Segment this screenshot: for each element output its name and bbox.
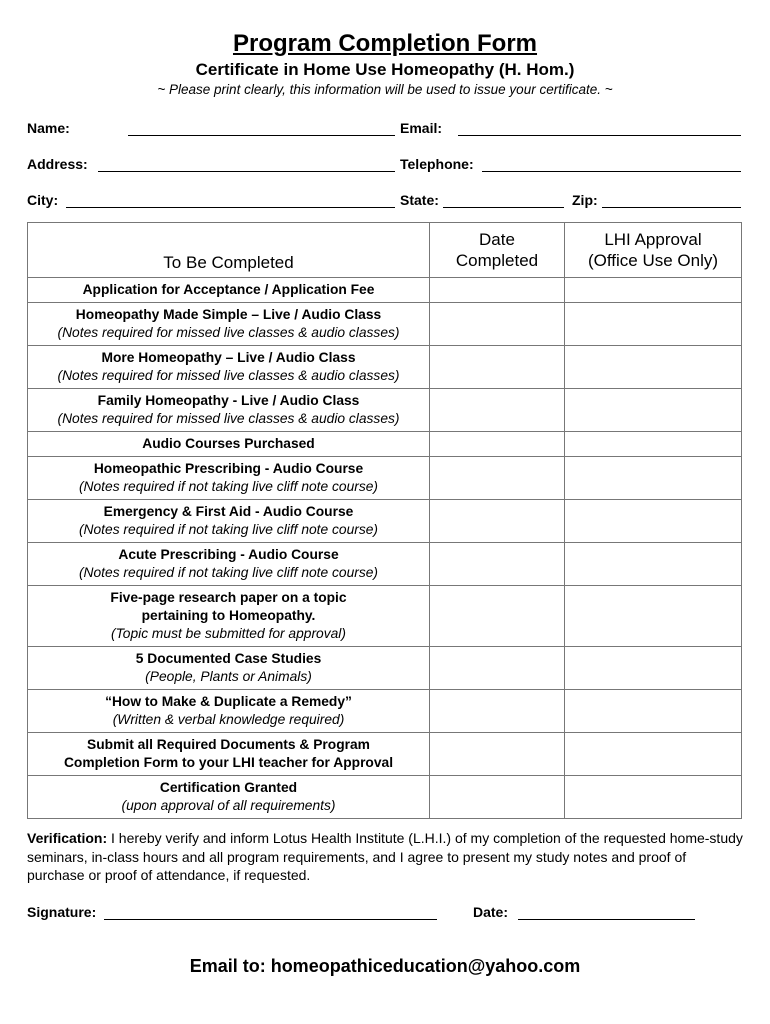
- name-label: Name:: [27, 120, 70, 136]
- requirement-cell: [28, 543, 430, 586]
- address-phone-row: [27, 152, 741, 172]
- table-row: [28, 303, 742, 346]
- requirement-cell: [28, 690, 430, 733]
- lhi-approval-cell[interactable]: [565, 389, 742, 432]
- requirement-title: Submit all Required Documents & Program: [87, 737, 370, 752]
- header-lhi-approval: LHI Approval (Office Use Only): [565, 223, 742, 278]
- zip-field[interactable]: [572, 188, 741, 208]
- city-label: City:: [27, 192, 59, 208]
- date-completed-cell[interactable]: [430, 647, 565, 690]
- email-instruction: Email to: homeopathiceducation@yahoo.com: [189, 956, 581, 976]
- state-field[interactable]: [400, 188, 564, 208]
- signature-label: Signature:: [27, 904, 97, 920]
- requirement-title: Audio Courses Purchased: [142, 436, 315, 451]
- table-row: [28, 733, 742, 776]
- requirement-cell: [28, 500, 430, 543]
- lhi-approval-cell[interactable]: [565, 733, 742, 776]
- telephone-label: Telephone:: [400, 156, 474, 172]
- lhi-approval-cell[interactable]: [565, 303, 742, 346]
- requirement-title: Homeopathy Made Simple – Live / Audio Class: [75, 307, 382, 322]
- zip-line[interactable]: [602, 193, 741, 208]
- verification-label: Verification:: [27, 830, 108, 846]
- email-field[interactable]: [400, 116, 741, 136]
- table-row: [28, 346, 742, 389]
- date-label: Date:: [473, 904, 509, 920]
- requirement-cell: [28, 432, 430, 457]
- requirement-cell: [28, 776, 430, 819]
- requirement-note: (Notes required if not taking live cliff note course): [78, 522, 379, 537]
- zip-label: Zip:: [572, 192, 598, 208]
- requirement-title: 5 Documented Case Studies: [135, 651, 322, 666]
- table-row: [28, 543, 742, 586]
- requirement-title: Family Homeopathy - Live / Audio Class: [97, 393, 360, 408]
- date-completed-cell[interactable]: [430, 432, 565, 457]
- requirement-title: Homeopathic Prescribing - Audio Course: [93, 461, 364, 476]
- table-header-row: [28, 223, 742, 278]
- date-line[interactable]: [518, 905, 695, 920]
- lhi-approval-cell[interactable]: [565, 543, 742, 586]
- name-line[interactable]: [128, 121, 395, 136]
- requirements-table: [27, 222, 742, 819]
- requirement-title: “How to Make & Duplicate a Remedy”: [105, 694, 352, 709]
- requirement-title: Five-page research paper on a topic: [110, 590, 347, 605]
- table-row: [28, 776, 742, 819]
- date-completed-cell[interactable]: [430, 278, 565, 303]
- date-completed-cell[interactable]: [430, 776, 565, 819]
- city-state-zip-row: [27, 188, 741, 208]
- verification-statement: I hereby verify and inform Lotus Health Institute (L.H.I.) of my completion of the requested home-study seminars, in-class hours and all program requirements, and I agree to present my study notes and proof of purchase or proof of attendance, if requested.: [27, 830, 743, 883]
- date-completed-cell[interactable]: [430, 733, 565, 776]
- lhi-approval-cell[interactable]: [565, 432, 742, 457]
- requirement-note: (Notes required for missed live classes & audio classes): [57, 411, 400, 426]
- state-line[interactable]: [443, 193, 564, 208]
- requirement-cell: [28, 303, 430, 346]
- table-row: [28, 432, 742, 457]
- requirement-cell: [28, 586, 430, 647]
- requirement-cell: [28, 346, 430, 389]
- date-completed-cell[interactable]: [430, 346, 565, 389]
- requirement-title-continued: Completion Form to your LHI teacher for Approval: [63, 755, 394, 770]
- requirement-note: (Notes required if not taking live cliff note course): [78, 565, 379, 580]
- header-date-completed: Date Completed: [430, 223, 565, 278]
- table-row: [28, 586, 742, 647]
- name-field[interactable]: [27, 116, 395, 136]
- requirement-note: (Topic must be submitted for approval): [111, 626, 346, 641]
- table-row: [28, 500, 742, 543]
- lhi-approval-cell[interactable]: [565, 346, 742, 389]
- lhi-approval-cell[interactable]: [565, 457, 742, 500]
- date-completed-cell[interactable]: [430, 690, 565, 733]
- table-row: [28, 389, 742, 432]
- requirement-title: Emergency & First Aid - Audio Course: [103, 504, 354, 519]
- requirement-cell: [28, 733, 430, 776]
- verification-text: [27, 829, 747, 885]
- date-completed-cell[interactable]: [430, 303, 565, 346]
- date-completed-cell[interactable]: [430, 500, 565, 543]
- date-completed-cell[interactable]: [430, 457, 565, 500]
- requirement-title-continued: pertaining to Homeopathy.: [141, 608, 316, 623]
- address-field[interactable]: [27, 152, 395, 172]
- requirement-note: (People, Plants or Animals): [145, 669, 312, 684]
- telephone-field[interactable]: [400, 152, 741, 172]
- table-row: [28, 690, 742, 733]
- date-field[interactable]: [473, 900, 695, 920]
- telephone-line[interactable]: [482, 157, 741, 172]
- requirement-note: (Notes required for missed live classes & audio classes): [57, 325, 400, 340]
- requirement-title: Application for Acceptance / Application Fee: [82, 282, 375, 297]
- table-row: [28, 278, 742, 303]
- requirement-cell: [28, 278, 430, 303]
- requirement-cell: [28, 457, 430, 500]
- signature-field[interactable]: [27, 900, 437, 920]
- state-label: State:: [400, 192, 439, 208]
- lhi-approval-cell[interactable]: [565, 278, 742, 303]
- email-label: Email:: [400, 120, 443, 136]
- lhi-approval-cell[interactable]: [565, 690, 742, 733]
- requirement-title: Acute Prescribing - Audio Course: [118, 547, 339, 562]
- date-completed-cell[interactable]: [430, 389, 565, 432]
- form-title: Program Completion Form: [232, 30, 538, 57]
- email-line[interactable]: [458, 121, 741, 136]
- name-email-row: [27, 116, 741, 136]
- signature-row: [27, 900, 741, 920]
- header-to-be-completed: To Be Completed: [28, 223, 430, 278]
- form-subtitle: Certificate in Home Use Homeopathy (H. Hom.): [195, 60, 575, 79]
- lhi-approval-cell[interactable]: [565, 500, 742, 543]
- date-completed-cell[interactable]: [430, 586, 565, 647]
- requirement-title: More Homeopathy – Live / Audio Class: [101, 350, 356, 365]
- requirement-cell: [28, 647, 430, 690]
- table-row: [28, 647, 742, 690]
- signature-line[interactable]: [104, 905, 437, 920]
- city-field[interactable]: [27, 188, 395, 208]
- requirement-title: Certification Granted: [159, 780, 298, 795]
- lhi-approval-cell[interactable]: [565, 647, 742, 690]
- requirement-note: (upon approval of all requirements): [121, 798, 336, 813]
- requirement-cell: [28, 389, 430, 432]
- city-line[interactable]: [66, 193, 395, 208]
- address-line[interactable]: [98, 157, 395, 172]
- table-row: [28, 457, 742, 500]
- lhi-approval-cell[interactable]: [565, 776, 742, 819]
- print-note: ~ Please print clearly, this information will be used to issue your certificate. ~: [157, 82, 613, 97]
- lhi-approval-cell[interactable]: [565, 586, 742, 647]
- requirement-note: (Notes required for missed live classes & audio classes): [57, 368, 400, 383]
- address-label: Address:: [27, 156, 88, 172]
- requirement-note: (Notes required if not taking live cliff note course): [78, 479, 379, 494]
- requirement-note: (Written & verbal knowledge required): [112, 712, 345, 727]
- date-completed-cell[interactable]: [430, 543, 565, 586]
